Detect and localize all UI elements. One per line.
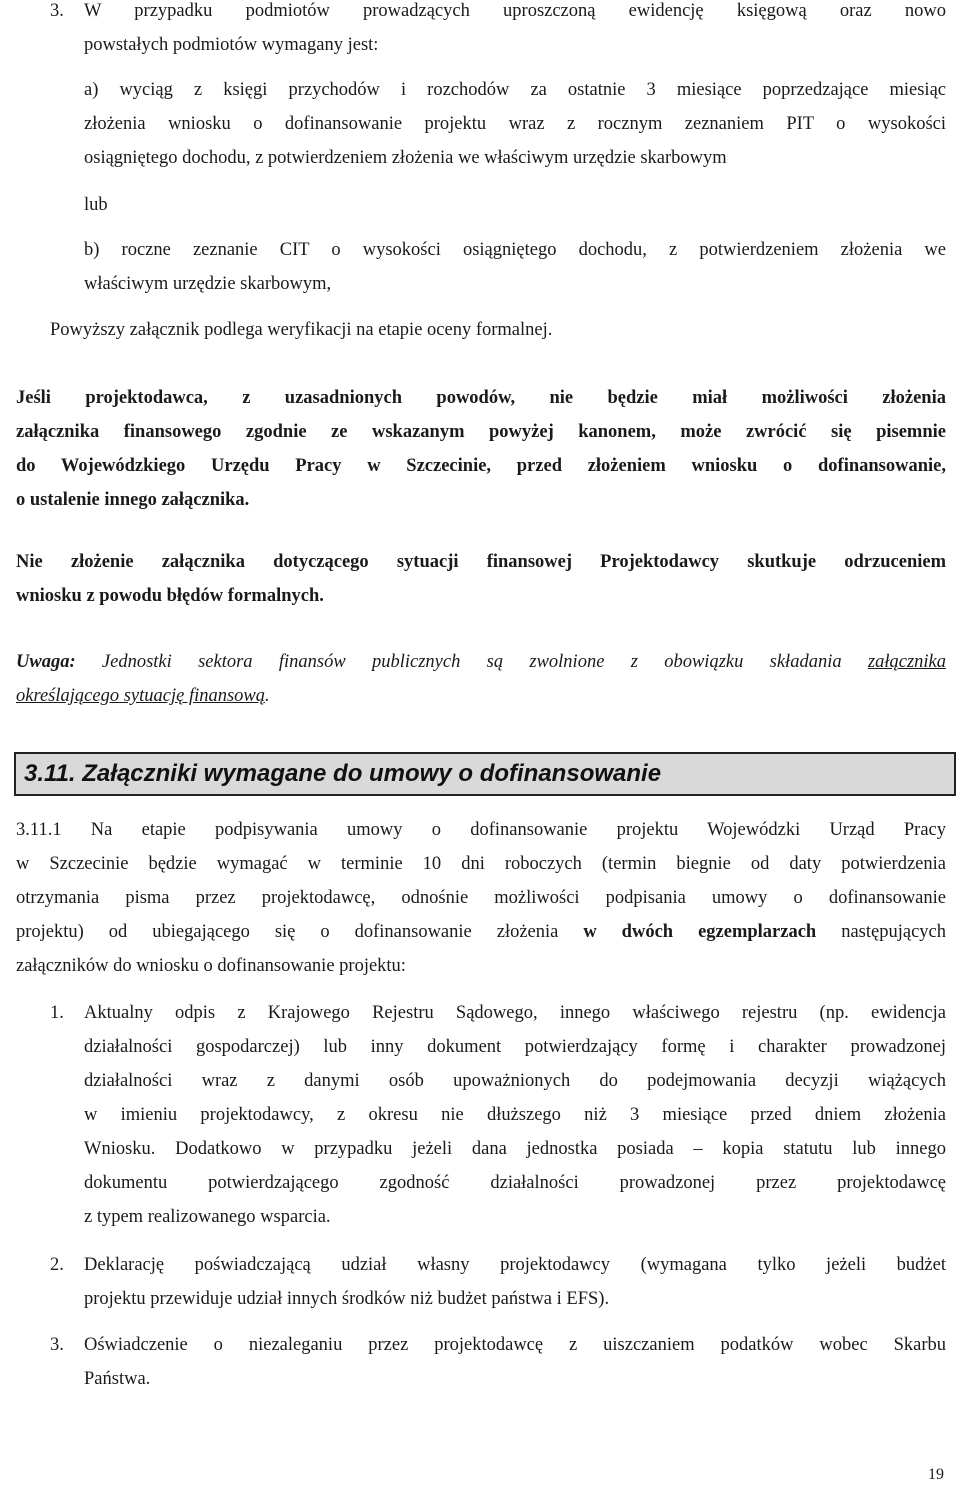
list-item — [84, 996, 946, 1234]
section-heading-box — [14, 752, 956, 796]
bold-paragraph-alternative-attachment — [16, 381, 946, 517]
text-line: W przypadku podmiotów prowadzących uproszczoną ewidencję księgową oraz nowo — [84, 1, 946, 21]
text-line: Wniosku. Dodatkowo w przypadku jeżeli dana jednostka posiada – kopia statutu lub innego — [84, 1139, 946, 1159]
text-line: Deklarację poświadczającą udział własny projektodawcy (wymagana tylko jeżeli budżet — [84, 1255, 946, 1275]
text-line: Oświadczenie o niezaleganiu przez projektodawcę z uiszczaniem podatków wobec Skarbu — [84, 1335, 946, 1355]
list-item-number: 3. — [50, 1335, 64, 1355]
text-line: działalności gospodarczej) lub inny dokument potwierdzający formę i charakter prowadzonej — [84, 1037, 946, 1057]
list-item-number: 1. — [50, 1003, 64, 1023]
item3-paragraph — [84, 0, 946, 62]
text-line: Państwa. — [84, 1369, 151, 1389]
section-heading: 3.11. Załączniki wymagane do umowy o dofinansowanie — [24, 760, 662, 787]
note-underlined-text: określającego sytuację finansową — [16, 686, 266, 706]
text-line: do Wojewódzkiego Urzędu Pracy w Szczecinie, przed złożeniem wniosku o dofinansowanie, — [16, 456, 946, 476]
bold-paragraph-rejection — [16, 545, 946, 613]
item-number: 3. — [50, 1, 64, 21]
text-line: b) roczne zeznanie CIT o wysokości osiągniętego dochodu, z potwierdzeniem złożenia we — [84, 240, 946, 260]
list-item — [84, 1328, 946, 1396]
text-line: wniosku z powodu błędów formalnych. — [16, 586, 324, 606]
text-segment: projektu) od ubiegającego się o dofinansowanie złożenia — [16, 922, 584, 942]
text-line: dokumentu potwierdzającego zgodność działalności prowadzonej przez projektodawcę — [84, 1173, 946, 1193]
note-text: Jednostki sektora finansów publicznych są zwolnione z obowiązku składania — [75, 652, 868, 672]
text-line: a) wyciąg z księgi przychodów i rozchodów za ostatnie 3 miesiące poprzedzające miesiąc — [84, 80, 946, 100]
text-segment: następujących — [816, 922, 946, 942]
list-item-number: 2. — [50, 1255, 64, 1275]
text-line: osiągniętego dochodu, z potwierdzeniem złożenia we właściwym urzędzie skarbowym — [84, 148, 727, 168]
section-body-paragraph — [16, 813, 946, 983]
text-line: Jeśli projektodawca, z uzasadnionych powodów, nie będzie miał możliwości złożenia — [16, 388, 946, 408]
text-line: Nie złożenie załącznika dotyczącego sytuacji finansowej Projektodawcy skutkuje odrzuceniem — [16, 552, 946, 572]
text-line: z typem realizowanego wsparcia. — [84, 1207, 331, 1227]
bold-text-segment: w dwóch egzemplarzach — [583, 922, 817, 942]
page-number: 19 — [928, 1466, 944, 1483]
or-word: lub — [84, 195, 108, 215]
note-paragraph — [16, 645, 946, 713]
note-period: . — [265, 686, 270, 706]
text-line: powstałych podmiotów wymagany jest: — [84, 35, 379, 55]
text-line: załączników do wniosku o dofinansowanie projektu: — [16, 956, 406, 976]
text-line: złożenia wniosku o dofinansowanie projektu wraz z rocznym zeznaniem PIT o wysokości — [84, 114, 946, 134]
text-line — [16, 679, 946, 713]
text-line: 3.11.1 Na etapie podpisywania umowy o dofinansowanie projektu Wojewódzki Urząd Pracy — [16, 820, 946, 840]
text-line: w Szczecinie będzie wymagać w terminie 10 dni roboczych (termin biegnie od daty potwierdzenia — [16, 854, 946, 874]
verification-note: Powyższy załącznik podlega weryfikacji na etapie oceny formalnej. — [50, 320, 553, 340]
text-line: właściwym urzędzie skarbowym, — [84, 274, 332, 294]
text-line — [16, 645, 946, 679]
list-item — [84, 1248, 946, 1316]
option-a-paragraph — [84, 73, 946, 175]
text-line: działalności wraz z danymi osób upoważnionych do podejmowania decyzji wiążących — [84, 1071, 946, 1091]
text-line: załącznika finansowego zgodnie ze wskazanym powyżej kanonem, może zwrócić się pisemnie — [16, 422, 946, 442]
text-line: otrzymania pisma przez projektodawcę, odnośnie możliwości podpisania umowy o dofinansowanie — [16, 888, 946, 908]
option-b-paragraph — [84, 233, 946, 301]
note-underlined-text: załącznika — [867, 652, 946, 672]
text-line: w imieniu projektodawcy, z okresu nie dłuższego niż 3 miesiące przed dniem złożenia — [84, 1105, 946, 1125]
text-line: Aktualny odpis z Krajowego Rejestru Sądowego, innego właściwego rejestru (np. ewidencja — [84, 1003, 946, 1023]
text-line: o ustalenie innego załącznika. — [16, 490, 250, 510]
text-line — [16, 915, 946, 949]
text-line: projektu przewiduje udział innych środków niż budżet państwa i EFS). — [84, 1289, 610, 1309]
note-label: Uwaga: — [16, 652, 76, 672]
